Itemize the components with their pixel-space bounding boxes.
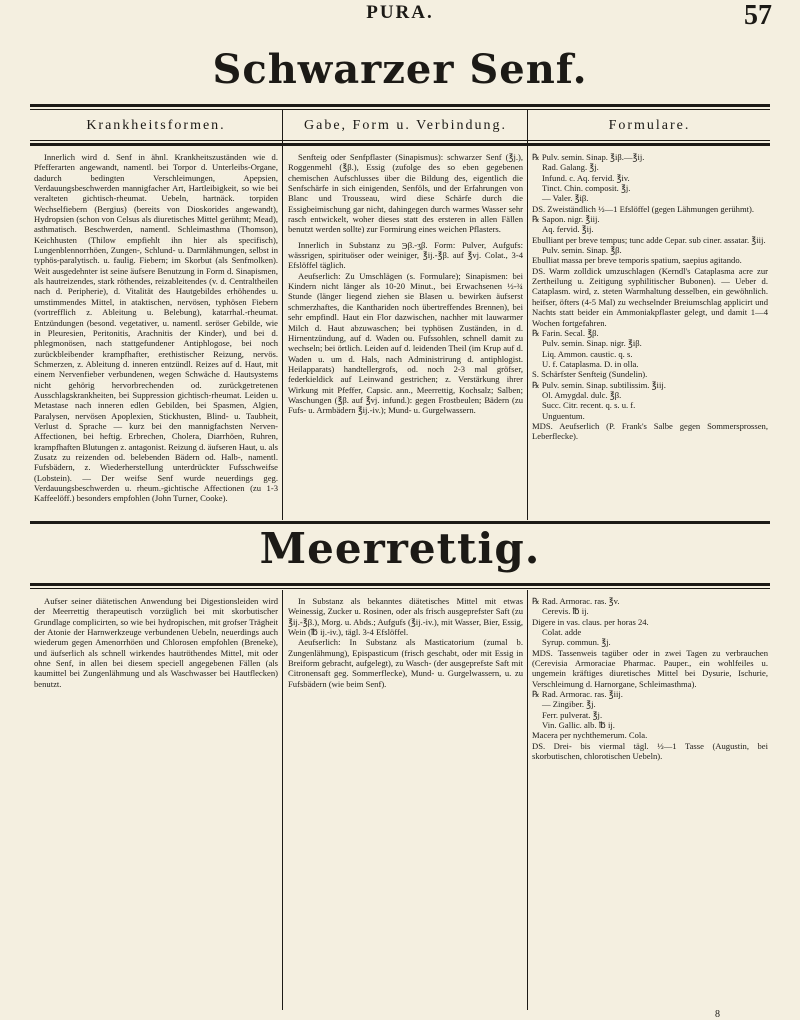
formula-line: — Valer. ℥iβ. <box>542 193 589 204</box>
formula-line: S. Schärfster Senfteig (Sundelin). <box>532 369 648 380</box>
formula-line: Unguentum. <box>542 410 585 421</box>
paragraph: Aufser seiner diätetischen Anwendung bei Digestionsleiden wird der Meerrettig therapeutisch vorzüglich bei mit skorbutischer Grundlage complicirten, so wie bei hydropischen, mit grofser Trägheit der Atonie der Harnwerkzeuge verbundenen Uebeln, neuerdings auch wiederum gegen Amenorrhöen und Chlorosen empfohlen (Breneke), und äufserlich als schnell wirkendes hautröthendes Mittel, mit oder ohne Senf, in allen bei diesem speciell angegebenen Fällen (als kaumittel bei Zungenlähmung und als Waschwasser bei Hautflecken) benutzt. <box>34 596 278 689</box>
formula-line: Rad. Galang. ℥j. <box>542 162 599 173</box>
paragraph: In Substanz als bekanntes diätetisches Mittel mit etwas Weinessig, Zucker u. Rosinen, oder als frisch ausgeprefster Saft (zu ℥ij.-℥β.), Morg. u. Abds.; Aufgufs (℥ij.-iv.), mit Wasser, Bier, Essig, Wein (℔ ij.-iv.), tägl. 3-4 Efslöffel. <box>288 596 523 638</box>
formula-line: Ferr. pulverat. ℥j. <box>542 709 603 720</box>
meerrettig-krankheitsformen-text <box>34 596 278 1006</box>
formula-line: MDS. Tassenweis tagüber oder in zwei Tagen zu verbrauchen (Cerevisia Armoraciae Pharmac. Pauper., ein wohlfeiles u. ungemein kräftiges diuretisches Mittel bei Dysurie, Ischurie, Verschleimung d. Harnorgane, Schleimasthma). <box>532 647 768 689</box>
signature-mark: 8 <box>715 1009 720 1020</box>
col-header-krankheitsformen: Krankheitsformen. <box>86 118 226 133</box>
formula-line: ℞ Farin. Secal. ℥β. <box>532 327 599 338</box>
col-header-gabe: Gabe, Form u. Verbindung. <box>304 118 507 133</box>
paragraph: Innerlich wird d. Senf in ähnl. Krankheitszuständen wie d. Pfefferarten angewandt, namentl. bei Torpor d. Unterleibs-Organe, dadurch bedingten Verschleimungen, Apepsien, Verdauungsbeschwerden mannigfacher Art, Hartleibigkeit, so wie bei veralteten gichtisch-rheumat. Uebeln, hartnäck. torpiden Wechselfiebern (Bergius) (bereits von Dioskorides angewandt), Hydropsien (schon von Celsus als diuretisches Mittel gerühmt; Mead), asthmatisch. Beschwerden, namentl. Schleimasthma (Thomson), Keichhusten (Thilow empfiehlt ihn hier als specifisch), Lungenblennorrhöen, Zungen-, Schlund- u. Darmlähmungen, selbst in typhös-paralytisch. u. faulig. Fiebern; im Skorbut (als Senfmolken). Weit ausgedehnter ist seine äufsere Benutzung in Form d. Sinapismen, als hautreizendes, stark röthendes, reizableitendes (v. d. Centraltheilen nach d. Peripherie), d. Vitalität des Hautgebildes erhöhendes u. umstimmendes Mittel, in ataktischen, nervösen, typhösen Fiebern (vortrefflich z. Ableitung u. Belebung), katarrhal.-rheumat. Entzündungen (besond. vegetativer, u. namentl. seröser Gebilde, wie in Pleuresien, Peritonitis, Arachnitis der Kinder), und bei d. phlegmonösen, nach stattgefundener Antiphlogose, bei noch zurückbleibender krampfhafter, erethistischer Reizung, nervös. Schmerzen, z. Ableitung d. inneren entzündl. Reizes auf d. Haut, mit einem Nervenfieber verbundenen, wegen Schwäche d. Hautsystems nicht gehörig hervorbrechenden od. zurückgetretenen Ausschlagskrankheiten, bei Suppression gichtisch-rheumat. Leiden u. Metastase nach inneren edlen Gebilden, bei Spasmen, Algien, Paralysen, nervösen Apoplexien, Stickhusten, Blind- u. Taubheit, Verlust d. Sprache — kurz bei den mannigfachsten Nerven-Affectionen, bei heftig. Erbrechen, Cholera, Diarrhöen, Ruhren, krampfhaften Blutungen z. antagonist. Reizung d. äufseren Haut, u. als Zusatz zu reizenden od. belebenden Bädern od. Halb-, namentl. Fufsbädern, z. Wiederherstellung unterdrückter Fufsschweifse (Lobstein). — Der weifse Senf wurde neuerdings geg. Verdauungsbeschwerden u. rheum.-gichtische Affectionen (zu 1-3 Kaffeelöff.) besonders empfohlen (John Turner, Cooke). <box>34 152 278 504</box>
running-title: PURA. <box>366 2 434 23</box>
meerrettig-gabe-text <box>288 596 523 1006</box>
rule-section2-top <box>30 583 770 586</box>
senf-formulare-text <box>532 152 768 520</box>
formula-line: Aq. fervid. ℥ij. <box>542 224 594 235</box>
formula-line: ℞ Pulv. semin. Sinap. subtilissim. ℥iij. <box>532 379 666 390</box>
formula-line: Succ. Citr. recent. q. s. u. f. <box>542 400 636 411</box>
section-title-senf: Schwarzer Senf. <box>212 46 588 93</box>
formula-line: Vin. Gallic. alb. ℔ ij. <box>542 720 615 731</box>
formula-line: Cerevis. ℔ ij. <box>542 606 589 617</box>
rule-section2-top-thin <box>30 588 770 589</box>
formula-line: ℞ Rad. Armorac. ras. ℥v. <box>532 596 620 606</box>
column-divider <box>527 590 528 1010</box>
formula-line: ℞ Pulv. semin. Sinap. ℥iβ.—℥ij. <box>532 152 645 162</box>
formula-line: Syrup. commun. ℥j. <box>542 637 611 648</box>
formula-line: Liq. Ammon. caustic. q. s. <box>542 348 633 359</box>
col-header-formulare: Formulare. <box>608 118 691 133</box>
formula-line: Pulv. semin. Sinap. ℥β. <box>542 245 622 256</box>
formula-line: Infund. c. Aq. fervid. ℥iv. <box>542 172 630 183</box>
section-title-meerrettig: Meerrettig. <box>259 524 541 573</box>
rule-head-thick <box>30 143 770 146</box>
formula-line: MDS. Aeufserlich (P. Frank's Salbe gegen Sommersprossen, Leberflecke). <box>532 420 768 442</box>
formula-line: ℞ Rad. Armorac. ras. ℥iij. <box>532 689 623 700</box>
formula-line: DS. Drei- bis viermal tägl. ½—1 Tasse (Augustin, bei skorbutischen, chlorotischen Uebeln). <box>532 740 768 762</box>
paragraph: Innerlich in Substanz zu ℈β.-ʒβ. Form: Pulver, Aufgufs: wässrigen, spirituöser oder weiniger, ℥ij.-℥β. auf ℥vj. Colat., 3-4 Efslöffel täglich. <box>288 239 523 271</box>
senf-gabe-text <box>288 152 523 520</box>
formula-line: — Zingiber. ℥j. <box>542 699 596 710</box>
formula-line: DS. Zweiständlich ½—1 Efslöffel (gegen Lähmungen gerühmt). <box>532 203 755 214</box>
paragraph: Aeufserlich: Zu Umschlägen (s. Formulare); Sinapismen: bei Kindern nicht länger als 10-20 Minut., bei Erwachsenen ½-¾ Stunde (länger liegend ziehen sie Blasen u. bewirken äufserst schmerzhaftes, die Kanthariden noch übertreffendes Brennen), bei sehr empfindl. Haut ein Flor dazwischen, nachher mit lauwarmer Milch d. Haut abzuwaschen; bei typhösen Zuständen, in d. Hirnentzündung, auf d. Waden ou. Fufssohlen, schnell damit zu wechseln; bei örtlich. Leiden auf d. leidenden Theil (im Krup auf d. Waden u. um d. Hals, nach Administrirung d. antiphlogist. Heilapparats) handtellergrofs, od. noch 2-3 mal gröfser, federkieldick auf Leinwand gestrichen; z. Verstärkung ihrer Wirkung mit Pfeffer, Capsic. ann., Meerrettig, Kochsalz; Salben; Waschungen (℥β. auf ℥vj. infund.): gegen Frostbeulen; Bädern (zu Fufs- u. Armbädern ℥ij.-iv.); Mund- u. Gurgelwassern. <box>288 270 523 416</box>
paragraph: Senfteig oder Senfpflaster (Sinapismus): schwarzer Senf (℥j.), Roggenmehl (℥β.), Essig (zufolge des so eben gegebenen chemischen Aufschlusses über die Bildung des, eigentlich die Senfschärfe in sich einigenden, Senföls, und der Erfahrungen von Blanc und Trousseau, wird diese Schärfe durch die Essigbeimischung gar nicht, dahingegen durch warmes Wasser sehr rasch entwickelt, woher dieses statt des ersteren in allen Fällen benutzt werden sollte) zur Formirung eines weichen Pflasters. <box>288 152 523 235</box>
formula-line: DS. Warm zolldick umzuschlagen (Kerndl's Cataplasma acre zur Zertheilung u. Zeitigung syphilitischer Bubonen). — Ueber d. Cataplasm. wird, z. steten Warmhaltung desselben, ein gewöhnlich. heifser, öfters (4-5 Mal) zu wechselnder Breiumschlag applicirt und Nachts statt beider ein Ammoniakpflaster gelegt, und damit 1—4 Wochen fortgefahren. <box>532 265 768 328</box>
formula-line: Ebulliat massa per breve temporis spatium, saepius agitando. <box>532 255 742 266</box>
formula-line: Ol. Amygdal. dulc. ℥β. <box>542 389 622 400</box>
senf-krankheitsformen-text <box>34 152 278 520</box>
formula-line: Macera per nychthemerum. Cola. <box>532 730 648 741</box>
rule-top-thin <box>30 109 770 110</box>
rule-top <box>30 104 770 107</box>
formula-line: Tinct. Chin. composit. ℥j. <box>542 183 631 194</box>
formula-line: Digere in vas. claus. per horas 24. <box>532 616 649 627</box>
page-number: 57 <box>744 0 772 31</box>
formula-line: U. f. Cataplasma. D. in olla. <box>542 358 639 369</box>
paragraph: Aeufserlich: In Substanz als Masticatorium (zumal b. Zungenlähmung), Epispasticum (frisch geschabt, oder mit Essig in Breiform gebracht, aufgelegt), zu Wasch- (der ausgeprefste Saft mit Citronensaft geg. Sommerflecke), Mund- u. Gurgelwassern, u. zu Fufsbädern (wie beim Senf). <box>288 637 523 689</box>
column-divider <box>282 110 283 520</box>
formula-line: Colat. adde <box>542 627 582 638</box>
rule-head-thin <box>30 140 770 141</box>
column-divider <box>282 590 283 1010</box>
column-divider <box>527 110 528 520</box>
formula-line: ℞ Sapon. nigr. ℥iij. <box>532 214 600 225</box>
formula-line: Ebulliant per breve tempus; tunc adde Cepar. sub ciner. assatar. ℥iij. <box>532 234 766 245</box>
formula-line: Pulv. semin. Sinap. nigr. ℥iβ. <box>542 338 642 349</box>
meerrettig-formulare-text <box>532 596 768 1006</box>
